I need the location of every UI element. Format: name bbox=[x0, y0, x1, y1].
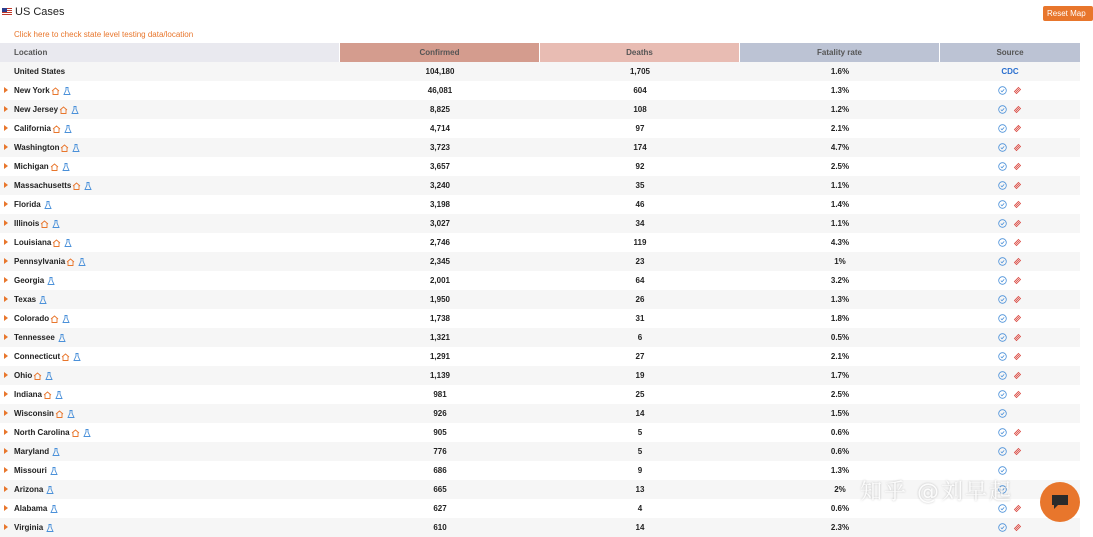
table-row[interactable] bbox=[0, 138, 1080, 157]
link-icon[interactable] bbox=[1013, 428, 1022, 437]
expand-arrow-icon[interactable] bbox=[4, 410, 8, 416]
deaths-cell: 9 bbox=[637, 466, 643, 475]
home-icon bbox=[40, 220, 49, 228]
location-label: Washington bbox=[14, 143, 60, 152]
flask-icon[interactable] bbox=[78, 258, 86, 266]
flask-icon[interactable] bbox=[45, 372, 53, 380]
confirmed-cell: 627 bbox=[433, 504, 447, 513]
source-cell bbox=[940, 309, 1080, 328]
location-cell bbox=[0, 461, 340, 480]
location-label: New Jersey bbox=[14, 105, 59, 114]
location-cell bbox=[0, 119, 340, 138]
table-row[interactable] bbox=[0, 366, 1080, 385]
location-cell bbox=[0, 195, 340, 214]
location-cell bbox=[0, 442, 340, 461]
expand-arrow-icon[interactable] bbox=[4, 429, 8, 435]
expand-arrow-icon[interactable] bbox=[4, 391, 8, 397]
home-icon bbox=[66, 258, 75, 266]
flask-icon[interactable] bbox=[47, 277, 55, 285]
deaths-cell: 5 bbox=[637, 447, 643, 456]
source-cell bbox=[940, 233, 1080, 252]
home-icon bbox=[60, 144, 69, 152]
confirmed-cell: 686 bbox=[433, 466, 447, 475]
check-circle-icon[interactable] bbox=[998, 105, 1007, 114]
check-circle-icon[interactable] bbox=[998, 371, 1007, 380]
confirmed-cell: 981 bbox=[433, 390, 447, 399]
link-icon[interactable] bbox=[1013, 105, 1022, 114]
deaths-cell: 92 bbox=[635, 162, 645, 171]
check-circle-icon[interactable] bbox=[998, 428, 1007, 437]
link-icon[interactable] bbox=[1013, 276, 1022, 285]
confirmed-cell: 665 bbox=[433, 485, 447, 494]
link-icon[interactable] bbox=[1013, 523, 1022, 532]
location-label: Ohio bbox=[14, 371, 33, 380]
table-row[interactable] bbox=[0, 404, 1080, 423]
link-icon[interactable] bbox=[1013, 314, 1022, 323]
table-row[interactable] bbox=[0, 271, 1080, 290]
table-row[interactable] bbox=[0, 385, 1080, 404]
table-row[interactable] bbox=[0, 195, 1080, 214]
location-cell bbox=[0, 385, 340, 404]
home-icon bbox=[59, 106, 68, 114]
source-cell bbox=[940, 138, 1080, 157]
expand-arrow-icon[interactable] bbox=[4, 448, 8, 454]
location-cell bbox=[0, 423, 340, 442]
location-label: Colorado bbox=[14, 314, 50, 323]
table-header bbox=[0, 43, 1080, 62]
link-icon-placeholder bbox=[1013, 466, 1022, 475]
expand-arrow-icon[interactable] bbox=[4, 353, 8, 359]
deaths-cell: 46 bbox=[635, 200, 645, 209]
location-cell bbox=[0, 404, 340, 423]
fatality-cell: 2.1% bbox=[830, 352, 850, 361]
link-icon-placeholder bbox=[1013, 485, 1022, 494]
flask-icon[interactable] bbox=[71, 106, 79, 114]
expand-arrow-icon[interactable] bbox=[4, 505, 8, 511]
location-label: Arizona bbox=[14, 485, 44, 494]
fatality-cell: 1.3% bbox=[830, 466, 850, 475]
confirmed-cell: 1,738 bbox=[429, 314, 451, 323]
confirmed-cell: 926 bbox=[433, 409, 447, 418]
flask-icon[interactable] bbox=[62, 315, 70, 323]
expand-arrow-icon[interactable] bbox=[4, 258, 8, 264]
deaths-cell: 27 bbox=[635, 352, 645, 361]
source-cell bbox=[940, 328, 1080, 347]
source-cell bbox=[940, 62, 1080, 81]
link-icon[interactable] bbox=[1013, 124, 1022, 133]
deaths-cell: 604 bbox=[633, 86, 647, 95]
table-row[interactable] bbox=[0, 290, 1080, 309]
location-cell bbox=[0, 328, 340, 347]
source-cell bbox=[940, 81, 1080, 100]
flask-icon[interactable] bbox=[50, 467, 58, 475]
confirmed-cell: 1,291 bbox=[429, 352, 451, 361]
table-row[interactable] bbox=[0, 252, 1080, 271]
table-row[interactable] bbox=[0, 119, 1080, 138]
location-cell bbox=[0, 309, 340, 328]
source-cell bbox=[940, 119, 1080, 138]
fatality-cell: 0.6% bbox=[830, 428, 850, 437]
home-icon bbox=[55, 410, 64, 418]
expand-arrow-icon[interactable] bbox=[4, 277, 8, 283]
location-cell bbox=[0, 157, 340, 176]
home-icon bbox=[50, 163, 59, 171]
fatality-cell: 1.3% bbox=[830, 295, 850, 304]
link-icon-placeholder bbox=[1013, 409, 1022, 418]
deaths-cell: 64 bbox=[635, 276, 645, 285]
fatality-cell: 2% bbox=[834, 485, 846, 494]
table-row[interactable] bbox=[0, 214, 1080, 233]
expand-arrow-icon[interactable] bbox=[4, 524, 8, 530]
check-circle-icon[interactable] bbox=[998, 257, 1007, 266]
location-cell bbox=[0, 347, 340, 366]
deaths-cell: 26 bbox=[635, 295, 645, 304]
expand-arrow-icon[interactable] bbox=[4, 144, 8, 150]
link-icon[interactable] bbox=[1013, 295, 1022, 304]
page-header bbox=[0, 0, 1086, 44]
flask-icon[interactable] bbox=[46, 486, 54, 494]
location-cell: United States bbox=[14, 67, 66, 76]
location-cell bbox=[0, 176, 340, 195]
reset-map-button[interactable]: Reset Map bbox=[1043, 6, 1093, 21]
check-circle-icon[interactable] bbox=[998, 314, 1007, 323]
deaths-cell: 6 bbox=[637, 333, 643, 342]
link-icon[interactable] bbox=[1013, 162, 1022, 171]
deaths-cell: 1,705 bbox=[629, 67, 651, 76]
location-label: Missouri bbox=[14, 466, 47, 475]
deaths-cell: 174 bbox=[633, 143, 647, 152]
link-icon[interactable] bbox=[1013, 333, 1022, 342]
column-header-fatality-rate[interactable]: Fatality rate bbox=[740, 43, 939, 62]
fatality-cell: 1.3% bbox=[830, 86, 850, 95]
flask-icon[interactable] bbox=[62, 163, 70, 171]
check-circle-icon[interactable] bbox=[998, 219, 1007, 228]
column-header-confirmed[interactable]: Confirmed bbox=[340, 43, 539, 62]
location-label: Michigan bbox=[14, 162, 49, 171]
flask-icon[interactable] bbox=[50, 505, 58, 513]
us-cases-table bbox=[0, 43, 1080, 537]
location-label: Georgia bbox=[14, 276, 45, 285]
check-circle-icon[interactable] bbox=[998, 200, 1007, 209]
source-cell bbox=[940, 176, 1080, 195]
home-icon bbox=[72, 182, 81, 190]
fatality-cell: 1.5% bbox=[830, 409, 850, 418]
flask-icon[interactable] bbox=[84, 182, 92, 190]
fatality-cell: 1.1% bbox=[830, 181, 850, 190]
deaths-cell: 97 bbox=[635, 124, 645, 133]
location-cell bbox=[0, 290, 340, 309]
column-header-source: Source bbox=[940, 43, 1080, 62]
link-icon[interactable] bbox=[1013, 181, 1022, 190]
fatality-cell: 4.3% bbox=[830, 238, 850, 247]
confirmed-cell: 776 bbox=[433, 447, 447, 456]
table-row[interactable] bbox=[0, 309, 1080, 328]
expand-arrow-icon[interactable] bbox=[4, 201, 8, 207]
location-label: Maryland bbox=[14, 447, 50, 456]
table-row[interactable] bbox=[0, 157, 1080, 176]
location-cell bbox=[0, 252, 340, 271]
link-icon[interactable] bbox=[1013, 219, 1022, 228]
table-row[interactable] bbox=[0, 347, 1080, 366]
expand-arrow-icon[interactable] bbox=[4, 296, 8, 302]
table-row[interactable] bbox=[0, 328, 1080, 347]
table-row[interactable] bbox=[0, 176, 1080, 195]
location-label: Massachusetts bbox=[14, 181, 72, 190]
table-row[interactable] bbox=[0, 423, 1080, 442]
location-cell bbox=[0, 233, 340, 252]
expand-arrow-icon[interactable] bbox=[4, 467, 8, 473]
home-icon bbox=[50, 315, 59, 323]
deaths-cell: 19 bbox=[635, 371, 645, 380]
expand-arrow-icon[interactable] bbox=[4, 334, 8, 340]
source-cell bbox=[940, 404, 1080, 423]
check-circle-icon[interactable] bbox=[998, 143, 1007, 152]
confirmed-cell: 46,081 bbox=[427, 86, 453, 95]
home-icon bbox=[51, 87, 60, 95]
deaths-cell: 108 bbox=[633, 105, 647, 114]
source-cell bbox=[940, 442, 1080, 461]
table-row[interactable] bbox=[0, 81, 1080, 100]
check-circle-icon[interactable] bbox=[998, 333, 1007, 342]
expand-arrow-icon[interactable] bbox=[4, 182, 8, 188]
location-cell bbox=[0, 81, 340, 100]
flask-icon[interactable] bbox=[46, 524, 54, 532]
deaths-cell: 34 bbox=[635, 219, 645, 228]
flask-icon[interactable] bbox=[63, 87, 71, 95]
link-icon[interactable] bbox=[1013, 86, 1022, 95]
chat-bubble-icon bbox=[1050, 493, 1070, 511]
deaths-cell: 5 bbox=[637, 428, 643, 437]
fatality-cell: 1.6% bbox=[830, 67, 850, 76]
location-label: California bbox=[14, 124, 51, 133]
deaths-cell: 4 bbox=[637, 504, 643, 513]
column-header-location[interactable]: Location bbox=[0, 43, 339, 62]
check-circle-icon[interactable] bbox=[998, 124, 1007, 133]
fatality-cell: 0.6% bbox=[830, 504, 850, 513]
home-icon bbox=[43, 391, 52, 399]
check-circle-icon[interactable] bbox=[998, 447, 1007, 456]
cdc-source-link[interactable]: CDC bbox=[1001, 67, 1019, 76]
deaths-cell: 35 bbox=[635, 181, 645, 190]
expand-arrow-icon[interactable] bbox=[4, 163, 8, 169]
check-circle-icon[interactable] bbox=[998, 352, 1007, 361]
link-icon[interactable] bbox=[1013, 200, 1022, 209]
confirmed-cell: 2,746 bbox=[429, 238, 451, 247]
link-icon[interactable] bbox=[1013, 238, 1022, 247]
confirmed-cell: 3,723 bbox=[429, 143, 451, 152]
confirmed-cell: 3,657 bbox=[429, 162, 451, 171]
location-cell bbox=[0, 100, 340, 119]
source-cell bbox=[940, 423, 1080, 442]
flask-icon[interactable] bbox=[39, 296, 47, 304]
link-icon[interactable] bbox=[1013, 257, 1022, 266]
confirmed-cell: 2,345 bbox=[429, 257, 451, 266]
source-cell bbox=[940, 385, 1080, 404]
column-header-deaths[interactable]: Deaths bbox=[540, 43, 739, 62]
confirmed-cell: 104,180 bbox=[425, 67, 455, 76]
location-cell bbox=[0, 518, 340, 537]
source-cell bbox=[940, 271, 1080, 290]
home-icon bbox=[33, 372, 42, 380]
confirmed-cell: 610 bbox=[433, 523, 447, 532]
fatality-cell: 2.3% bbox=[830, 523, 850, 532]
location-cell bbox=[0, 138, 340, 157]
fatality-cell: 1.2% bbox=[830, 105, 850, 114]
table-row[interactable] bbox=[0, 100, 1080, 119]
fatality-cell: 2.1% bbox=[830, 124, 850, 133]
confirmed-cell: 8,825 bbox=[429, 105, 451, 114]
table-body bbox=[0, 62, 1080, 537]
source-cell bbox=[940, 214, 1080, 233]
expand-arrow-icon[interactable] bbox=[4, 106, 8, 112]
fatality-cell: 1.1% bbox=[830, 219, 850, 228]
flask-icon[interactable] bbox=[52, 220, 60, 228]
check-circle-icon[interactable] bbox=[998, 162, 1007, 171]
deaths-cell: 119 bbox=[633, 238, 647, 247]
deaths-cell: 23 bbox=[635, 257, 645, 266]
location-label: Texas bbox=[14, 295, 37, 304]
page-title: US Cases bbox=[15, 6, 65, 18]
fatality-cell: 1% bbox=[834, 257, 846, 266]
flask-icon[interactable] bbox=[55, 391, 63, 399]
source-cell bbox=[940, 366, 1080, 385]
flask-icon[interactable] bbox=[64, 125, 72, 133]
location-label: Wisconsin bbox=[14, 409, 54, 418]
location-label: New York bbox=[14, 86, 50, 95]
location-label: Louisiana bbox=[14, 238, 52, 247]
table-row[interactable] bbox=[0, 518, 1080, 537]
deaths-cell: 14 bbox=[635, 523, 645, 532]
confirmed-cell: 1,950 bbox=[429, 295, 451, 304]
chat-button[interactable] bbox=[1040, 482, 1080, 522]
source-cell bbox=[940, 347, 1080, 366]
location-label: Tennessee bbox=[14, 333, 55, 342]
flask-icon[interactable] bbox=[52, 448, 60, 456]
check-circle-icon[interactable] bbox=[998, 238, 1007, 247]
fatality-cell: 1.7% bbox=[830, 371, 850, 380]
check-circle-icon[interactable] bbox=[998, 466, 1007, 475]
table-row[interactable] bbox=[0, 233, 1080, 252]
fatality-cell: 2.5% bbox=[830, 162, 850, 171]
flask-icon[interactable] bbox=[64, 239, 72, 247]
flask-icon[interactable] bbox=[83, 429, 91, 437]
source-cell bbox=[940, 100, 1080, 119]
fatality-cell: 2.5% bbox=[830, 390, 850, 399]
location-label: Connecticut bbox=[14, 352, 61, 361]
deaths-cell: 13 bbox=[635, 485, 645, 494]
location-label: Florida bbox=[14, 200, 41, 209]
link-icon[interactable] bbox=[1013, 504, 1022, 513]
expand-arrow-icon[interactable] bbox=[4, 239, 8, 245]
location-cell bbox=[0, 366, 340, 385]
check-circle-icon[interactable] bbox=[998, 409, 1007, 418]
location-label: North Carolina bbox=[14, 428, 70, 437]
flask-icon[interactable] bbox=[58, 334, 66, 342]
fatality-cell: 0.5% bbox=[830, 333, 850, 342]
link-icon[interactable] bbox=[1013, 352, 1022, 361]
expand-arrow-icon[interactable] bbox=[4, 486, 8, 492]
us-flag-icon bbox=[2, 8, 12, 16]
watermark: 知乎 @刘早起 bbox=[860, 480, 1013, 505]
testing-data-link[interactable]: Click here to check state level testing data/location bbox=[14, 30, 194, 39]
fatality-cell: 3.2% bbox=[830, 276, 850, 285]
confirmed-cell: 3,240 bbox=[429, 181, 451, 190]
link-icon[interactable] bbox=[1013, 447, 1022, 456]
expand-arrow-icon[interactable] bbox=[4, 87, 8, 93]
flask-icon[interactable] bbox=[44, 201, 52, 209]
fatality-cell: 1.8% bbox=[830, 314, 850, 323]
confirmed-cell: 905 bbox=[433, 428, 447, 437]
fatality-cell: 4.7% bbox=[830, 143, 850, 152]
confirmed-cell: 1,139 bbox=[429, 371, 451, 380]
check-circle-icon[interactable] bbox=[998, 523, 1007, 532]
confirmed-cell: 3,198 bbox=[429, 200, 451, 209]
source-cell bbox=[940, 157, 1080, 176]
home-icon bbox=[52, 239, 61, 247]
fatality-cell: 1.4% bbox=[830, 200, 850, 209]
location-label: Alabama bbox=[14, 504, 48, 513]
confirmed-cell: 3,027 bbox=[429, 219, 451, 228]
source-cell bbox=[940, 252, 1080, 271]
expand-arrow-icon[interactable] bbox=[4, 315, 8, 321]
confirmed-cell: 4,714 bbox=[429, 124, 451, 133]
home-icon bbox=[61, 353, 70, 361]
summary-row bbox=[0, 62, 1080, 81]
deaths-cell: 31 bbox=[635, 314, 645, 323]
table-row[interactable] bbox=[0, 442, 1080, 461]
source-cell bbox=[940, 290, 1080, 309]
check-circle-icon[interactable] bbox=[998, 295, 1007, 304]
location-cell bbox=[0, 271, 340, 290]
deaths-cell: 25 bbox=[635, 390, 645, 399]
location-cell bbox=[0, 480, 340, 499]
deaths-cell: 14 bbox=[635, 409, 645, 418]
flask-icon[interactable] bbox=[67, 410, 75, 418]
location-cell bbox=[0, 214, 340, 233]
location-label: Virginia bbox=[14, 523, 44, 532]
location-label: Indiana bbox=[14, 390, 43, 399]
link-icon[interactable] bbox=[1013, 371, 1022, 380]
location-label: Illinois bbox=[14, 219, 40, 228]
expand-arrow-icon[interactable] bbox=[4, 220, 8, 226]
flask-icon[interactable] bbox=[73, 353, 81, 361]
location-label: Pennsylvania bbox=[14, 257, 66, 266]
check-circle-icon[interactable] bbox=[998, 276, 1007, 285]
link-icon[interactable] bbox=[1013, 143, 1022, 152]
fatality-cell: 0.6% bbox=[830, 447, 850, 456]
location-cell bbox=[0, 499, 340, 518]
link-icon[interactable] bbox=[1013, 390, 1022, 399]
confirmed-cell: 1,321 bbox=[429, 333, 451, 342]
expand-arrow-icon[interactable] bbox=[4, 125, 8, 131]
check-circle-icon[interactable] bbox=[998, 181, 1007, 190]
expand-arrow-icon[interactable] bbox=[4, 372, 8, 378]
confirmed-cell: 2,001 bbox=[429, 276, 451, 285]
flask-icon[interactable] bbox=[72, 144, 80, 152]
home-icon bbox=[52, 125, 61, 133]
check-circle-icon[interactable] bbox=[998, 390, 1007, 399]
check-circle-icon[interactable] bbox=[998, 86, 1007, 95]
home-icon bbox=[71, 429, 80, 437]
source-cell bbox=[940, 195, 1080, 214]
